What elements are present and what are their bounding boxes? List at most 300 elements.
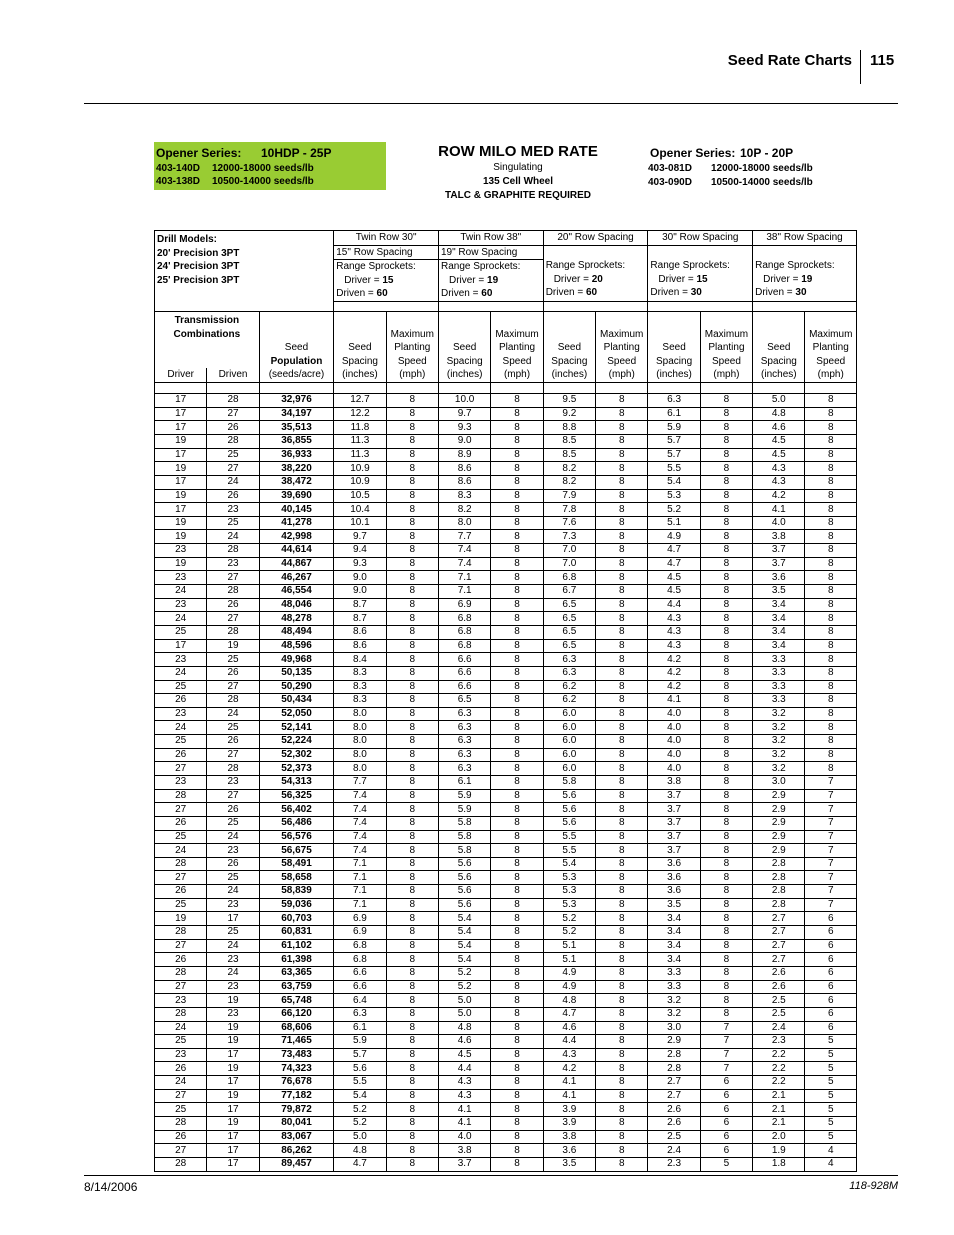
cell-spacing-30: 3.5 [648,898,700,912]
cell-spacing-38: 2.4 [753,1021,805,1035]
cell-spacing-38: 4.8 [753,407,805,421]
cell-spacing-38: 2.2 [753,1076,805,1090]
cell-driven: 17 [207,1157,259,1171]
cell-speed-twin38: 8 [491,1021,543,1035]
cell-speed-20: 8 [596,503,648,517]
cell-spacing-30: 3.4 [648,912,700,926]
cell-spacing-20: 3.6 [543,1144,595,1158]
cell-speed-twin38: 8 [491,953,543,967]
cell-driven: 28 [207,585,259,599]
cell-seed-population: 50,290 [259,680,334,694]
cell-driven: 19 [207,994,259,1008]
cell-driven: 23 [207,980,259,994]
cell-spacing-30: 4.3 [648,625,700,639]
cell-speed-twin38: 8 [491,585,543,599]
cell-speed-38: 8 [805,666,857,680]
cell-spacing-20: 5.2 [543,926,595,940]
cell-driven: 23 [207,557,259,571]
cell-spacing-twin38: 5.4 [438,939,490,953]
cell-speed-twin30: 8 [386,898,438,912]
cell-driven: 19 [207,1089,259,1103]
cell-spacing-twin30: 5.9 [334,1035,386,1049]
cell-speed-twin30: 8 [386,475,438,489]
cell-driven: 23 [207,503,259,517]
cell-driven: 28 [207,762,259,776]
driven-sprocket: Driven = 30 [650,287,702,299]
drill-model: 24' Precision 3PT [157,261,240,273]
cell-speed-38: 8 [805,421,857,435]
max-speed-header: Maximum Planting Speed (mph) [386,311,438,382]
cell-spacing-twin30: 8.0 [334,721,386,735]
cell-spacing-38: 2.8 [753,871,805,885]
cell-speed-38: 5 [805,1076,857,1090]
cell-speed-twin38: 8 [491,1157,543,1171]
chart-heading [400,143,636,203]
table-row [155,680,857,694]
cell-seed-population: 56,486 [259,816,334,830]
cell-speed-20: 8 [596,1157,648,1171]
cell-speed-38: 5 [805,1117,857,1131]
cell-driver: 17 [155,639,207,653]
cell-spacing-30: 4.3 [648,639,700,653]
cell-speed-38: 8 [805,557,857,571]
cell-spacing-twin30: 8.0 [334,748,386,762]
seed-rate-rows [155,394,857,1172]
opener-label: Opener Series: [650,146,736,160]
cell-speed-30: 7 [700,1062,752,1076]
cell-spacing-38: 3.3 [753,680,805,694]
cell-speed-38: 7 [805,789,857,803]
cell-spacing-twin38: 7.4 [438,557,490,571]
cell-spacing-twin30: 7.4 [334,789,386,803]
group-title: Twin Row 30" [334,231,438,246]
cell-spacing-38: 2.2 [753,1062,805,1076]
cell-driven: 27 [207,571,259,585]
cell-spacing-twin38: 5.4 [438,912,490,926]
cell-speed-38: 8 [805,462,857,476]
opener-part-row [648,163,813,174]
cell-spacing-30: 3.6 [648,871,700,885]
cell-spacing-30: 4.2 [648,666,700,680]
cell-speed-20: 8 [596,625,648,639]
cell-seed-population: 48,278 [259,612,334,626]
cell-spacing-twin38: 8.0 [438,516,490,530]
cell-speed-30: 6 [700,1103,752,1117]
cell-driver: 23 [155,707,207,721]
cell-spacing-38: 2.7 [753,926,805,940]
table-row [155,885,857,899]
cell-speed-20: 8 [596,694,648,708]
drill-model: 20' Precision 3PT [157,247,240,259]
header-divider [860,50,861,84]
max-speed-header: Maximum Planting Speed (mph) [700,311,752,382]
cell-speed-30: 8 [700,748,752,762]
cell-driver: 24 [155,666,207,680]
cell-speed-twin38: 8 [491,762,543,776]
cell-spacing-twin38: 5.6 [438,898,490,912]
cell-speed-30: 8 [700,516,752,530]
cell-seed-population: 56,675 [259,844,334,858]
cell-spacing-30: 4.0 [648,735,700,749]
part-number: 403-140D [156,163,200,174]
cell-driven: 19 [207,1062,259,1076]
cell-driver: 25 [155,1035,207,1049]
cell-spacing-twin30: 5.6 [334,1062,386,1076]
cell-spacing-20: 3.5 [543,1157,595,1171]
table-row [155,1007,857,1021]
cell-seed-population: 61,398 [259,953,334,967]
cell-seed-population: 63,759 [259,980,334,994]
cell-speed-20: 8 [596,857,648,871]
cell-speed-30: 8 [700,830,752,844]
table-row [155,776,857,790]
spacing-group-5 [753,231,857,302]
table-row [155,844,857,858]
table-row [155,448,857,462]
cell-speed-30: 7 [700,1048,752,1062]
range-sprockets-label: Range Sprockets: [336,261,416,273]
cell-spacing-38: 2.7 [753,953,805,967]
cell-spacing-38: 2.0 [753,1130,805,1144]
cell-spacing-30: 3.0 [648,1021,700,1035]
cell-speed-38: 6 [805,953,857,967]
cell-spacing-20: 8.5 [543,448,595,462]
seed-spacing-header: Seed Spacing (inches) [648,311,700,382]
cell-speed-twin30: 8 [386,1117,438,1131]
cell-spacing-38: 2.1 [753,1103,805,1117]
cell-speed-twin30: 8 [386,707,438,721]
cell-driven: 26 [207,666,259,680]
cell-spacing-twin38: 8.9 [438,448,490,462]
table-row [155,489,857,503]
table-row [155,1117,857,1131]
cell-speed-twin38: 8 [491,434,543,448]
cell-speed-twin30: 8 [386,694,438,708]
cell-spacing-twin38: 3.7 [438,1157,490,1171]
cell-speed-twin30: 8 [386,1021,438,1035]
cell-speed-20: 8 [596,748,648,762]
cell-spacing-38: 2.2 [753,1048,805,1062]
cell-spacing-20: 3.9 [543,1103,595,1117]
cell-seed-population: 77,182 [259,1089,334,1103]
cell-spacing-twin38: 6.3 [438,735,490,749]
cell-spacing-30: 3.7 [648,830,700,844]
table-row [155,1130,857,1144]
driver-sprocket: Driver = 19 [763,273,813,285]
cell-spacing-20: 6.5 [543,598,595,612]
cell-spacing-twin30: 7.1 [334,898,386,912]
cell-spacing-twin30: 7.4 [334,830,386,844]
cell-spacing-38: 3.5 [753,585,805,599]
cell-speed-30: 8 [700,994,752,1008]
cell-speed-twin30: 8 [386,1048,438,1062]
cell-spacing-twin30: 6.6 [334,966,386,980]
cell-spacing-twin30: 7.1 [334,857,386,871]
cell-seed-population: 52,302 [259,748,334,762]
cell-spacing-20: 6.5 [543,612,595,626]
cell-spacing-30: 4.0 [648,707,700,721]
cell-speed-twin38: 8 [491,571,543,585]
group-subtitle: 19" Row Spacing [439,246,543,261]
cell-spacing-20: 5.3 [543,885,595,899]
cell-driver: 26 [155,885,207,899]
cell-spacing-twin38: 8.6 [438,462,490,476]
table-row [155,1103,857,1117]
cell-seed-population: 46,554 [259,585,334,599]
cell-spacing-30: 3.7 [648,789,700,803]
cell-speed-38: 8 [805,612,857,626]
driver-header: Driver [155,368,207,382]
cell-spacing-twin38: 7.1 [438,585,490,599]
cell-spacing-30: 2.7 [648,1089,700,1103]
cell-speed-twin30: 8 [386,912,438,926]
cell-driver: 27 [155,803,207,817]
cell-seed-population: 39,690 [259,489,334,503]
cell-seed-population: 44,614 [259,544,334,558]
cell-speed-20: 8 [596,1144,648,1158]
table-row [155,530,857,544]
cell-speed-twin38: 8 [491,803,543,817]
cell-speed-20: 8 [596,489,648,503]
cell-speed-30: 8 [700,585,752,599]
cell-spacing-38: 3.2 [753,721,805,735]
cell-driver: 19 [155,912,207,926]
cell-spacing-38: 4.5 [753,434,805,448]
cell-speed-38: 7 [805,844,857,858]
cell-speed-38: 8 [805,571,857,585]
cell-speed-twin38: 8 [491,407,543,421]
cell-speed-30: 8 [700,694,752,708]
cell-driver: 17 [155,407,207,421]
cell-spacing-38: 2.6 [753,980,805,994]
cell-spacing-twin38: 6.3 [438,748,490,762]
cell-spacing-38: 2.8 [753,898,805,912]
cell-speed-38: 7 [805,857,857,871]
cell-spacing-20: 8.8 [543,421,595,435]
page-number: 115 [870,52,895,69]
seed-spacing-header: Seed Spacing (inches) [753,311,805,382]
cell-spacing-20: 4.7 [543,1007,595,1021]
seed-spacing-header: Seed Spacing (inches) [543,311,595,382]
cell-driver: 17 [155,394,207,408]
max-speed-header: Maximum Planting Speed (mph) [491,311,543,382]
cell-seed-population: 52,141 [259,721,334,735]
cell-spacing-38: 2.9 [753,816,805,830]
cell-speed-twin30: 8 [386,816,438,830]
cell-speed-38: 8 [805,721,857,735]
cell-spacing-twin30: 11.3 [334,434,386,448]
table-row [155,625,857,639]
cell-driven: 27 [207,748,259,762]
cell-speed-twin30: 8 [386,666,438,680]
table-row [155,503,857,517]
cell-driven: 24 [207,830,259,844]
cell-driven: 24 [207,475,259,489]
cell-spacing-twin30: 8.6 [334,625,386,639]
cell-speed-twin38: 8 [491,926,543,940]
cell-speed-twin30: 8 [386,803,438,817]
cell-driver: 25 [155,830,207,844]
cell-speed-20: 8 [596,926,648,940]
cell-speed-30: 8 [700,707,752,721]
cell-spacing-twin38: 8.2 [438,503,490,517]
cell-speed-38: 5 [805,1089,857,1103]
cell-spacing-20: 6.0 [543,762,595,776]
cell-speed-twin38: 8 [491,394,543,408]
cell-spacing-twin30: 7.4 [334,844,386,858]
cell-speed-30: 8 [700,898,752,912]
cell-speed-30: 8 [700,448,752,462]
cell-speed-38: 6 [805,966,857,980]
cell-driven: 23 [207,776,259,790]
cell-seed-population: 46,267 [259,571,334,585]
driver-sprocket: Driver = 20 [553,273,603,285]
cell-driver: 23 [155,598,207,612]
max-speed-header: Maximum Planting Speed (mph) [805,311,857,382]
cell-speed-twin38: 8 [491,844,543,858]
cell-spacing-38: 4.3 [753,462,805,476]
table-row [155,803,857,817]
cell-driven: 26 [207,735,259,749]
cell-driven: 27 [207,789,259,803]
driven-sprocket: Driven = 60 [336,288,388,300]
cell-speed-twin30: 8 [386,489,438,503]
cell-spacing-38: 2.9 [753,789,805,803]
cell-driver: 19 [155,516,207,530]
cell-spacing-twin30: 9.7 [334,530,386,544]
cell-spacing-30: 4.1 [648,694,700,708]
cell-speed-twin38: 8 [491,1035,543,1049]
cell-spacing-30: 6.3 [648,394,700,408]
cell-speed-30: 8 [700,394,752,408]
cell-spacing-twin30: 6.9 [334,926,386,940]
cell-spacing-30: 3.6 [648,885,700,899]
cell-speed-20: 8 [596,407,648,421]
cell-spacing-twin30: 7.7 [334,776,386,790]
cell-speed-30: 6 [700,1089,752,1103]
cell-speed-30: 8 [700,735,752,749]
cell-speed-twin38: 8 [491,966,543,980]
table-row [155,557,857,571]
table-row [155,475,857,489]
top-rule [84,103,898,104]
cell-seed-population: 80,041 [259,1117,334,1131]
cell-speed-twin30: 8 [386,598,438,612]
cell-spacing-twin38: 5.6 [438,857,490,871]
cell-driver: 24 [155,721,207,735]
cell-speed-30: 8 [700,598,752,612]
cell-spacing-38: 5.0 [753,394,805,408]
cell-speed-twin30: 8 [386,516,438,530]
cell-spacing-38: 2.5 [753,1007,805,1021]
cell-speed-20: 8 [596,1089,648,1103]
cell-driver: 26 [155,1062,207,1076]
table-row [155,666,857,680]
opener-series-box-left [154,142,386,190]
cell-speed-38: 4 [805,1144,857,1158]
cell-seed-population: 38,472 [259,475,334,489]
cell-speed-twin38: 8 [491,598,543,612]
table-row [155,707,857,721]
table-row [155,735,857,749]
cell-speed-twin30: 8 [386,939,438,953]
cell-speed-twin30: 8 [386,1089,438,1103]
cell-speed-20: 8 [596,898,648,912]
cell-speed-38: 5 [805,1035,857,1049]
table-row [155,694,857,708]
spacing-group-2 [438,231,543,302]
cell-spacing-20: 5.5 [543,844,595,858]
cell-driver: 25 [155,1103,207,1117]
cell-spacing-38: 4.0 [753,516,805,530]
cell-speed-20: 8 [596,1062,648,1076]
cell-driver: 19 [155,462,207,476]
cell-speed-twin30: 8 [386,871,438,885]
cell-speed-20: 8 [596,557,648,571]
cell-speed-20: 8 [596,871,648,885]
cell-speed-twin30: 8 [386,530,438,544]
table-row [155,639,857,653]
cell-speed-38: 8 [805,434,857,448]
cell-driven: 26 [207,598,259,612]
chart-subtitle-2: 135 Cell Wheel [482,176,554,187]
cell-seed-population: 35,513 [259,421,334,435]
cell-driver: 23 [155,544,207,558]
cell-speed-twin30: 8 [386,503,438,517]
cell-speed-38: 8 [805,503,857,517]
cell-spacing-30: 2.9 [648,1035,700,1049]
cell-seed-population: 60,703 [259,912,334,926]
cell-speed-twin30: 8 [386,1076,438,1090]
cell-speed-twin30: 8 [386,407,438,421]
cell-speed-twin38: 8 [491,912,543,926]
table-row [155,434,857,448]
cell-speed-twin38: 8 [491,680,543,694]
cell-spacing-30: 5.7 [648,434,700,448]
cell-seed-population: 89,457 [259,1157,334,1171]
cell-spacing-38: 3.6 [753,571,805,585]
cell-seed-population: 59,036 [259,898,334,912]
cell-spacing-30: 4.4 [648,598,700,612]
driver-sprocket: Driver = 15 [344,274,394,286]
cell-speed-30: 8 [700,571,752,585]
cell-speed-twin38: 8 [491,639,543,653]
cell-speed-twin38: 8 [491,980,543,994]
cell-spacing-20: 4.3 [543,1048,595,1062]
cell-speed-twin30: 8 [386,789,438,803]
cell-speed-20: 8 [596,707,648,721]
cell-spacing-twin38: 7.7 [438,530,490,544]
table-row [155,966,857,980]
cell-spacing-twin38: 5.2 [438,980,490,994]
cell-speed-30: 7 [700,1035,752,1049]
cell-spacing-38: 2.3 [753,1035,805,1049]
cell-speed-30: 8 [700,421,752,435]
table-row [155,953,857,967]
cell-speed-30: 6 [700,1076,752,1090]
cell-speed-30: 8 [700,953,752,967]
cell-seed-population: 36,855 [259,434,334,448]
cell-seed-population: 49,968 [259,653,334,667]
cell-speed-38: 6 [805,926,857,940]
table-row [155,748,857,762]
cell-spacing-twin30: 9.4 [334,544,386,558]
cell-spacing-twin30: 10.5 [334,489,386,503]
cell-speed-twin30: 8 [386,612,438,626]
cell-spacing-20: 5.8 [543,776,595,790]
cell-spacing-twin30: 6.1 [334,1021,386,1035]
cell-speed-20: 8 [596,912,648,926]
